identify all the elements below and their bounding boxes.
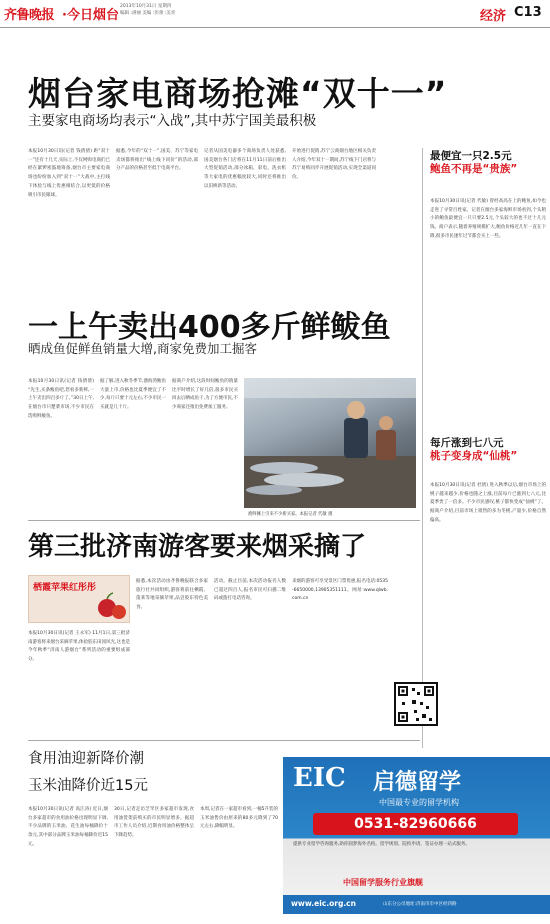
story4-headline-line2: 玉米油降价近15元 <box>28 778 148 794</box>
dateline <box>120 3 175 17</box>
photo-caption: 渔鲜摊上引来不少新买家。本报记者 代敏 摄 <box>248 512 333 517</box>
apple-tag: 栖霞苹果红彤彤 <box>33 583 97 593</box>
sidebar1-title <box>430 150 546 176</box>
ad-detail: 提供专业留学咨询服务,助你圆梦海外名校。留学规划、院校申请、签证办理一站式服务。 <box>293 842 470 847</box>
masthead <box>0 0 550 28</box>
story4-column-2: 30日,记者走访芝罘区多家超市发现,食用油货架前购买的市民明显增多。据超市工作人员介绍,近期食用油价格整体呈下降趋势。 <box>114 807 194 839</box>
apple-icon <box>29 576 130 623</box>
sidebar1-title-line1: 最便宜一只2.5元 <box>430 150 512 162</box>
sidebar1-title-line2: 鲍鱼不再是“贵族” <box>430 163 518 176</box>
story1-headline: 烟台家电商场抢滩“双十一” <box>28 74 448 113</box>
ad-bottom-bar <box>283 895 550 914</box>
story2-column-2: 据了解,进入秋冬季节,渤海湾鲅鱼大量上市,价格也比夏季便宜了不少,每斤只要十元左右,不少市民一买就是几十斤。 <box>100 379 166 411</box>
story4-column-1: 本报10月30日讯(记者 高江涛) 近日,烟台多家超市的食用油价格出现明显下调,不少品牌的玉米油、花生油每桶降价十余元,其中部分品牌玉米油每桶降价近15元。 <box>28 807 108 847</box>
page-number: C13 <box>514 5 542 20</box>
story3-column-4: 来烟的游客可享受景区门票优惠,报名电话:0535-6650000,13905351111。网址:www.qlwb.com.cn <box>292 579 388 602</box>
page-topic: 经济 <box>480 9 507 24</box>
signup-qr-code[interactable] <box>394 682 438 726</box>
ad-name: 启德留学 <box>373 770 462 795</box>
story3-column-2: 据悉,本次活动由齐鲁晚报联合多家旅行社共同组织,游客将前往栖霞、蓬莱等地采摘苹果,品尝胶东特色美食。 <box>136 579 208 611</box>
eic-advertisement[interactable] <box>283 757 550 914</box>
sidebar1-body: 本报10月30日讯(记者 代敏) 曾经高高在上的鲍鱼,如今也走进了寻常百姓家。记者在烟台多家海鲜市场看到,个头稍小的鲍鱼最便宜一只只要2.5元,个头较大的也不过十几元钱。商户表示,随着养殖规模扩大,鲍鱼价格近几年一直在下降,很多市民逢年过节都会买上一些。 <box>430 199 546 239</box>
story3-headline: 第三批济南游客要来烟采摘了 <box>28 532 367 562</box>
sidebar2-body: 本报10月30日讯(记者 杜倩) 进入秋季以后,烟台市场上的桃子越来越少,价格也随之上涨,目前每斤已涨到七八元,比夏季贵了一倍多。不少市民感叹,桃子都快变成“仙桃”了。据商户介绍,目前市场上销售的多为冬桃,产量少,价格自然偏高。 <box>430 483 546 523</box>
section-divider <box>28 520 420 521</box>
editor-credits: 编辑 :满丽 美编 :彭蕾 :美青 <box>120 11 176 16</box>
section-divider-2 <box>28 740 420 741</box>
sidebar2-title-line1: 每斤涨到七八元 <box>430 437 504 449</box>
ad-phone: 0531-82960666 <box>354 816 477 832</box>
story1-column-3: 记者从国美电器多个商场负责人处获悉,国美烟台各门店将在11月11日前后推出大型促销活动,部分冰箱、彩电、洗衣机等大家电的优惠幅度较大,同时还将推出以旧换新等活动。 <box>204 149 286 189</box>
fish-market-illustration <box>244 378 416 508</box>
story4-column-3: 本周,记者在一家超市看到,一桶5升装的玉米油售价由原来的80多元降到了70元左右,降幅明显。 <box>200 807 278 830</box>
story1-column-1: 本报10月30日讯(记者 钱倩倩) 距“双十一”还有十几天,实际上,不仅网购电商们已经在紧锣密鼓地筹备,烟台市主要家电商场也纷纷加入到“双十一”大战中,主打线下体验与线上优惠相结合,以更低的价格吸引市民眼球。 <box>28 149 110 198</box>
story1-column-4: 开始进行促销,苏宁云商烟台地区相关负责人介绍,今年双十一期间,苏宁线下门店将与苏宁易购同步开展促销活动,实现全渠道同价。 <box>292 149 376 181</box>
ad-phone-banner <box>313 813 518 835</box>
story3-column-3: 活动。截止目前,本次活动报名人数已超过四百人,报名市民可扫描二维码或拨打电话咨询。 <box>214 579 286 602</box>
newspaper-logo: 齐鲁晚报 <box>4 8 55 23</box>
story4-headline-line1: 食用油迎新降价潮 <box>28 751 144 767</box>
story3-column-1: 本报10月30日讯(记者 王永军) 11月1日,第三批济南游客将来烟台采摘苹果,体验胶东田园风光,这也是今年秋季“济南人游烟台”系列活动的重要组成部分。 <box>28 631 130 663</box>
fish-market-photo <box>244 378 416 508</box>
story1-subhead: 主要家电商场均表示“入战”,其中苏宁国美最积极 <box>28 113 317 129</box>
sidebar2-title <box>430 437 546 463</box>
story2-column-1: 本报10月30日讯(记者 钱倩倩) “先生,买条鲅鱼吧,您看多新鲜,一上午卖出四百多斤了。”30日上午,在烟台市只楚菜市场,不少市民在选购鲜鲅鱼。 <box>28 379 94 419</box>
ad-brand: EIC <box>293 763 346 793</box>
section-title: ·今日烟台 <box>62 8 119 23</box>
ad-website[interactable]: www.eic.org.cn <box>291 899 356 908</box>
column-divider <box>422 148 423 748</box>
sidebar2-title-line2: 桃子变身成“仙桃” <box>430 450 518 463</box>
qr-code-icon <box>396 684 436 724</box>
story2-headline: 一上午卖出400多斤鲜鲅鱼 <box>28 310 391 345</box>
ad-footer: 中国留学服务行业旗舰 <box>343 878 423 887</box>
issue-date: 2013年10月31日 星期四 <box>120 4 172 9</box>
ad-address: 山东分公司地址:济南市市中区经四路 <box>383 902 457 907</box>
story1-column-2: 据悉,今年的“双十一”,国美、苏宁等家电卖场都将推出“线上线下同价”的活动,部分产品的价格甚至低于电商平台。 <box>116 149 198 172</box>
ad-slogan: 中国最专业的留学机构 <box>379 798 459 807</box>
story2-column-3: 据商户介绍,这段时间鲅鱼的销量比平时增长了好几倍,很多市民买回去后晒成鱼干,为了方便市民,不少商家还推出免费加工服务。 <box>172 379 238 411</box>
story2-subhead: 晒成鱼促鲜鱼销量大增,商家免费加工掘客 <box>28 341 257 356</box>
apple-picking-photo <box>28 575 130 623</box>
